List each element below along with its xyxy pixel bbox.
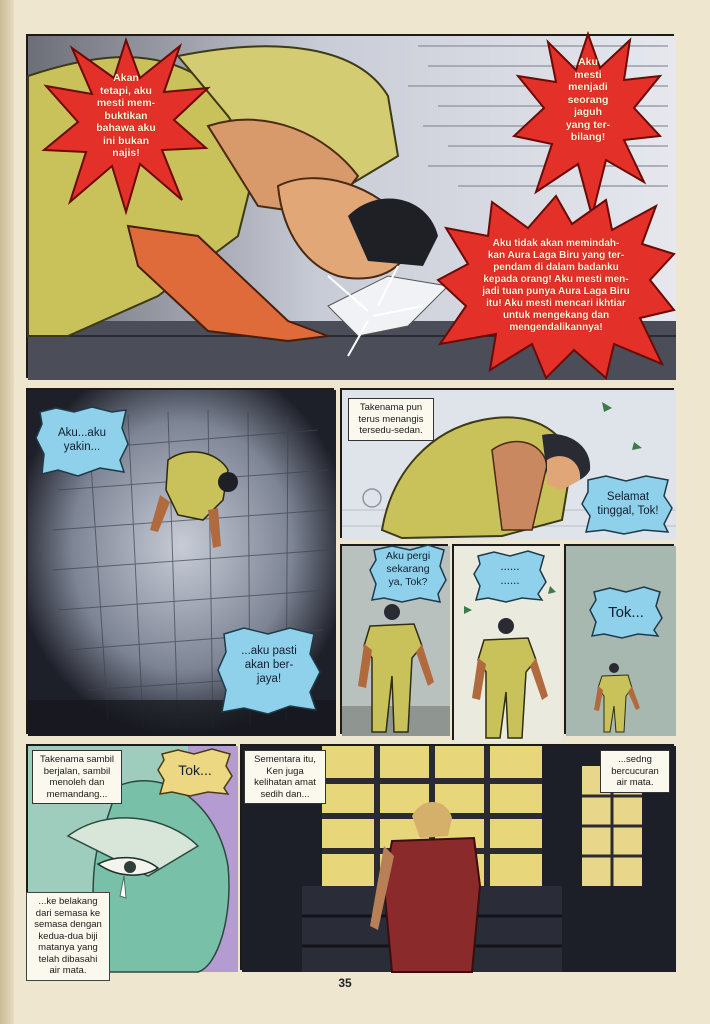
page-binding-edge xyxy=(0,0,14,1024)
panel-7 xyxy=(26,744,236,976)
panel-2-balloon-top-text: Aku...aku yakin... xyxy=(58,427,106,453)
panel-3-caption: Takenama pun terus menangis tersedu-sedan. xyxy=(348,398,434,441)
panel-7-balloon-text: Tok... xyxy=(178,762,212,778)
panel-6-balloon-text: Tok... xyxy=(608,604,644,621)
panel-7-caption-top: Takenama sambil berjalan, sambil menoleh dan memandang... xyxy=(32,750,122,804)
panel-4-balloon-text: Aku pergi sekarang ya, Tok? xyxy=(385,550,431,588)
panel-2-balloon-bottom-text: ...aku pasti akan ber- jaya! xyxy=(241,645,297,685)
panel-2 xyxy=(26,388,334,734)
panel-3-balloon-text: Selamat tinggal, Tok! xyxy=(597,491,659,517)
panel-5-balloon-text: ...... ...... xyxy=(500,561,520,587)
panel-1 xyxy=(26,34,674,378)
panel-8-caption-right: ...sedng bercucuran air mata. xyxy=(600,750,670,793)
panel-4 xyxy=(340,544,448,734)
panel-8 xyxy=(240,744,674,970)
page-number: 35 xyxy=(338,976,352,990)
panel-6-art xyxy=(566,546,676,736)
panel-1-burst-left-text: Akan tetapi, aku mesti mem- buktikan bahawa aku ini bukan najis! xyxy=(96,72,156,159)
panel-8-caption-left: Sementara itu, Ken juga kelihatan amat sedih dan... xyxy=(244,750,326,804)
panel-7-caption-bottom: ...ke belakang dari semasa ke semasa dengan kedua-dua biji matanya yang telah dibasahi air mata. xyxy=(26,892,110,981)
panel-3 xyxy=(340,388,674,538)
panel-1-burst-top-right-text: Aku mesti menjadi seorang jaguh yang ter- bilang! xyxy=(565,56,611,143)
panel-1-burst-bottom-right-text: Aku tidak akan memindah- kan Aura Laga Biru yang ter- pendam di dalam badanku kepada orang! Aku mesti men- jadi tuan punya Aura Laga Biru itu! Aku mesti mencari ikhtiar untuk mengekang dan mengendalikannya! xyxy=(482,238,630,333)
panel-6 xyxy=(564,544,674,734)
panel-5 xyxy=(452,544,560,740)
